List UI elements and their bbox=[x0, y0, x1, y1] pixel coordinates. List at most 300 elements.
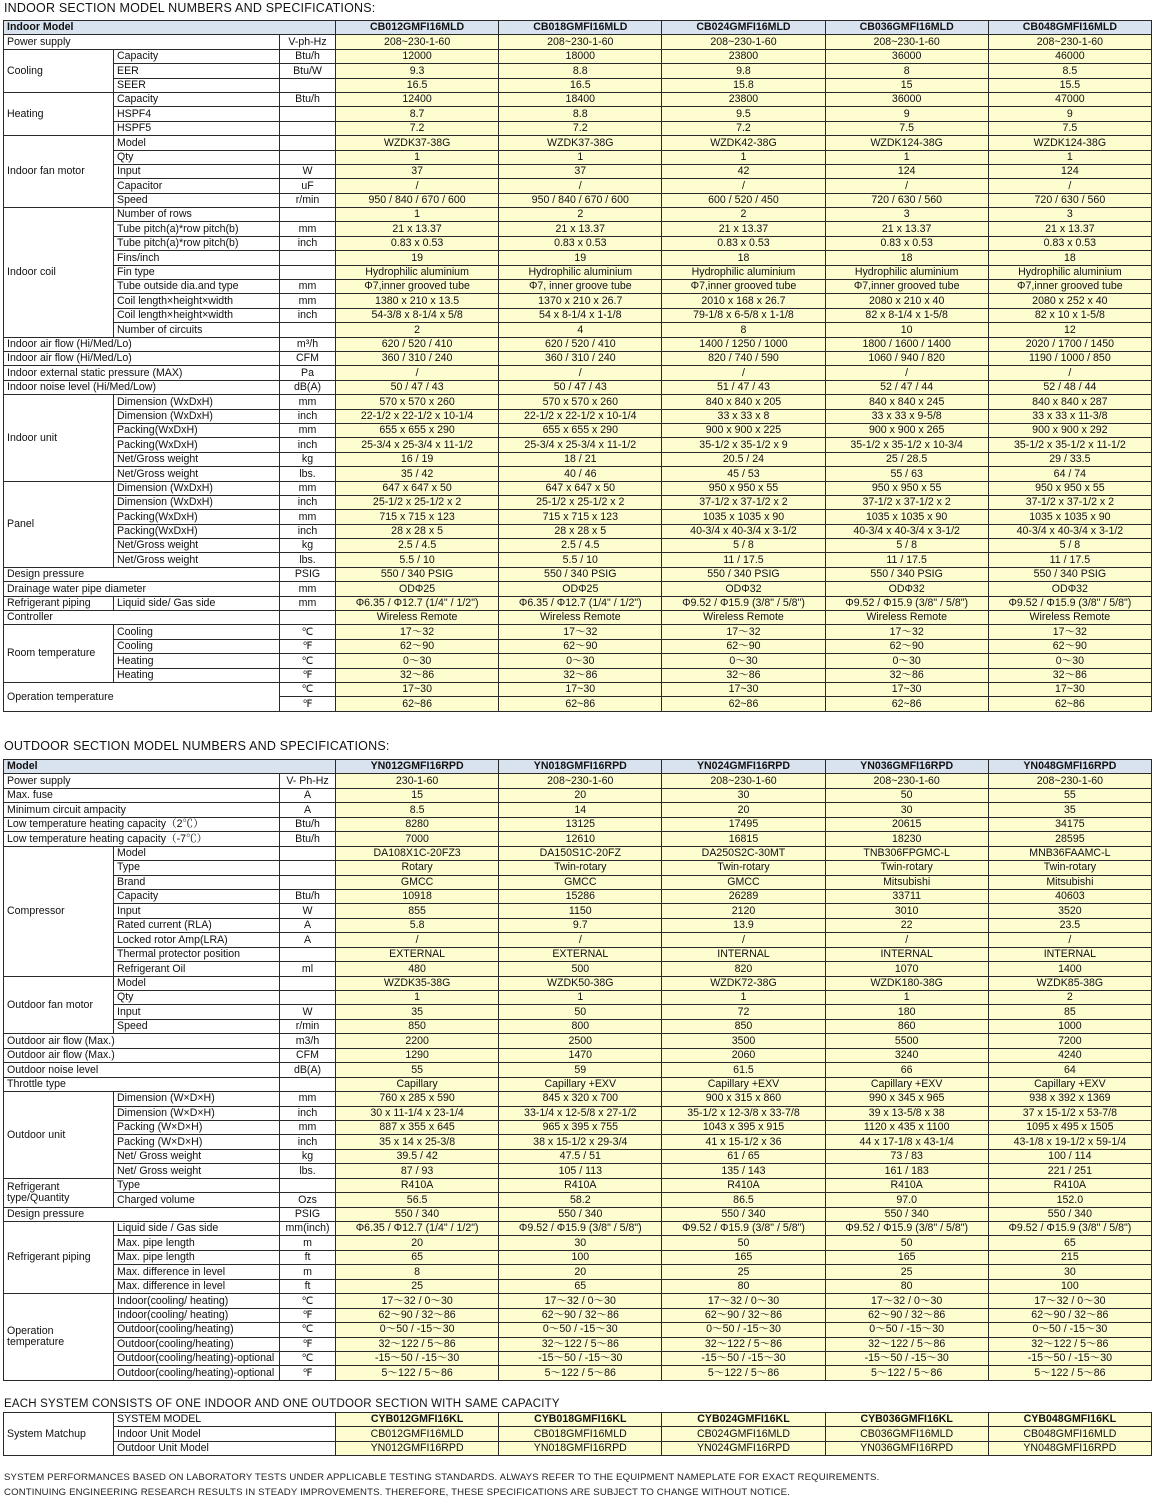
value-cell: 35-1/2 x 35-1/2 x 11-1/2 bbox=[988, 438, 1151, 452]
value-cell: 3 bbox=[988, 208, 1151, 222]
value-cell: 900 x 900 x 225 bbox=[662, 423, 825, 437]
row-unit bbox=[280, 265, 336, 279]
value-cell: 2.5 / 4.5 bbox=[499, 539, 662, 553]
value-cell: 720 / 630 / 560 bbox=[988, 193, 1151, 207]
value-cell: 2200 bbox=[336, 1034, 499, 1048]
value-cell: ODΦ25 bbox=[336, 582, 499, 596]
value-cell: WZDK72-38G bbox=[662, 976, 825, 990]
row-unit: ft bbox=[280, 1250, 336, 1264]
row-unit: W bbox=[280, 164, 336, 178]
row-unit: inch bbox=[280, 438, 336, 452]
value-cell: 44 x 17-1/8 x 43-1/4 bbox=[825, 1135, 988, 1149]
row-unit: ft bbox=[280, 1279, 336, 1293]
spec-row bbox=[4, 323, 1152, 337]
group-label: Compressor bbox=[4, 846, 114, 976]
value-cell: 55 / 63 bbox=[825, 467, 988, 481]
spec-row bbox=[4, 682, 1152, 696]
value-cell: 28595 bbox=[988, 832, 1151, 846]
value-cell: 23800 bbox=[662, 49, 825, 63]
value-cell: Capillary +EXV bbox=[988, 1077, 1151, 1091]
value-cell: 7.5 bbox=[825, 121, 988, 135]
row-label: Packing (W×D×H) bbox=[114, 1135, 280, 1149]
value-cell: 18400 bbox=[499, 92, 662, 106]
model-header-1: YN012GMFI16RPD bbox=[336, 760, 499, 774]
value-cell: 550 / 340 bbox=[499, 1207, 662, 1221]
row-unit: CFM bbox=[280, 1048, 336, 1062]
row-label: Fins/inch bbox=[114, 251, 280, 265]
value-cell: 43-1/8 x 19-1/2 x 59-1/4 bbox=[988, 1135, 1151, 1149]
row-unit: Btu/h bbox=[280, 889, 336, 903]
value-cell: 7.2 bbox=[336, 121, 499, 135]
row-label: Low temperature heating capacity（-7℃） bbox=[4, 832, 280, 846]
value-cell: 208~230-1-60 bbox=[499, 35, 662, 49]
value-cell: 79-1/8 x 6-5/8 x 1-1/8 bbox=[662, 308, 825, 322]
value-cell: Φ7,inner grooved tube bbox=[988, 280, 1151, 294]
value-cell: Capillary +EXV bbox=[662, 1077, 825, 1091]
value-cell: 23.5 bbox=[988, 918, 1151, 932]
value-cell: 17～32 bbox=[988, 625, 1151, 639]
value-cell: 1800 / 1600 / 1400 bbox=[825, 337, 988, 351]
value-cell: 25 bbox=[825, 1265, 988, 1279]
row-label: Low temperature heating capacity（2℃） bbox=[4, 817, 280, 831]
row-label: Number of circuits bbox=[114, 323, 280, 337]
spec-row bbox=[4, 510, 1152, 524]
row-label: Dimension (W×D×H) bbox=[114, 1106, 280, 1120]
value-cell: Wireless Remote bbox=[499, 611, 662, 625]
value-cell: 1470 bbox=[499, 1048, 662, 1062]
value-cell: Φ7, inner groove tube bbox=[499, 280, 662, 294]
spec-row bbox=[4, 452, 1152, 466]
spec-row bbox=[4, 49, 1152, 63]
row-unit: Btu/W bbox=[280, 64, 336, 78]
row-unit: mm bbox=[280, 1092, 336, 1106]
spec-row bbox=[4, 1366, 1152, 1380]
value-cell: 15 bbox=[336, 788, 499, 802]
spec-row bbox=[4, 294, 1152, 308]
value-cell: 32～86 bbox=[662, 668, 825, 682]
row-label: HSPF4 bbox=[114, 107, 280, 121]
spec-row bbox=[4, 774, 1152, 788]
row-unit: PSIG bbox=[280, 567, 336, 581]
value-cell: 14 bbox=[499, 803, 662, 817]
row-label: Net/Gross weight bbox=[114, 539, 280, 553]
row-label: Capacity bbox=[114, 92, 280, 106]
row-unit bbox=[280, 323, 336, 337]
row-unit: ℉ bbox=[280, 668, 336, 682]
value-cell: 39.5 / 42 bbox=[336, 1149, 499, 1163]
value-cell: 40-3/4 x 40-3/4 x 3-1/2 bbox=[825, 524, 988, 538]
row-unit: lbs. bbox=[280, 467, 336, 481]
row-label: Qty bbox=[114, 991, 280, 1005]
row-unit: ℉ bbox=[280, 1337, 336, 1351]
value-cell: Wireless Remote bbox=[662, 611, 825, 625]
row-label: Number of rows bbox=[114, 208, 280, 222]
row-unit: mm bbox=[280, 280, 336, 294]
value-cell: 47.5 / 51 bbox=[499, 1149, 662, 1163]
row-label: Net/Gross weight bbox=[114, 553, 280, 567]
value-cell: 18 bbox=[825, 251, 988, 265]
value-cell: 0.83 x 0.53 bbox=[336, 236, 499, 250]
row-label: Tube outside dia.and type bbox=[114, 280, 280, 294]
spec-row bbox=[4, 64, 1152, 78]
value-cell: 208~230-1-60 bbox=[825, 35, 988, 49]
spec-row bbox=[4, 222, 1152, 236]
row-label: Net/ Gross weight bbox=[114, 1164, 280, 1178]
value-cell: 82 x 8-1/4 x 1-5/8 bbox=[825, 308, 988, 322]
value-cell: 38 x 15-1/2 x 29-3/4 bbox=[499, 1135, 662, 1149]
value-cell: 20 bbox=[499, 788, 662, 802]
row-unit: mm bbox=[280, 582, 336, 596]
value-cell: 550 / 340 bbox=[988, 1207, 1151, 1221]
model-header-4: YN036GMFI16RPD bbox=[825, 760, 988, 774]
value-cell: 938 x 392 x 1369 bbox=[988, 1092, 1151, 1106]
value-cell: 1060 / 940 / 820 bbox=[825, 351, 988, 365]
value-cell: 33 x 33 x 9-5/8 bbox=[825, 409, 988, 423]
row-unit: m3/h bbox=[280, 1034, 336, 1048]
value-cell: 7.5 bbox=[988, 121, 1151, 135]
value-cell: 72 bbox=[662, 1005, 825, 1019]
row-label: SEER bbox=[114, 78, 280, 92]
value-cell: 990 x 345 x 965 bbox=[825, 1092, 988, 1106]
value-cell: Mitsubishi bbox=[988, 875, 1151, 889]
value-cell: 11 / 17.5 bbox=[662, 553, 825, 567]
row-label: Packing(WxDxH) bbox=[114, 438, 280, 452]
value-cell: 35 / 42 bbox=[336, 467, 499, 481]
spec-row bbox=[4, 861, 1152, 875]
row-label: Capacity bbox=[114, 889, 280, 903]
value-cell: 620 / 520 / 410 bbox=[336, 337, 499, 351]
value-cell: 35-1/2 x 35-1/2 x 10-3/4 bbox=[825, 438, 988, 452]
value-cell: 5～122 / 5～86 bbox=[499, 1366, 662, 1380]
value-cell: 900 x 315 x 860 bbox=[662, 1092, 825, 1106]
spec-row bbox=[4, 788, 1152, 802]
row-label: SYSTEM MODEL bbox=[114, 1413, 336, 1427]
value-cell: 840 x 840 x 205 bbox=[662, 395, 825, 409]
value-cell: 25 bbox=[662, 1265, 825, 1279]
value-cell: 80 bbox=[825, 1279, 988, 1293]
group-label: Operation temperature bbox=[4, 1294, 114, 1381]
value-cell: 1035 x 1035 x 90 bbox=[662, 510, 825, 524]
value-cell: R410A bbox=[499, 1178, 662, 1192]
value-cell: Hydrophilic aluminium bbox=[336, 265, 499, 279]
spec-row bbox=[4, 236, 1152, 250]
row-label: Fin type bbox=[114, 265, 280, 279]
value-cell: 17～32 / 0～30 bbox=[662, 1294, 825, 1308]
row-unit: uF bbox=[280, 179, 336, 193]
value-cell: 1 bbox=[336, 991, 499, 1005]
row-unit: inch bbox=[280, 409, 336, 423]
value-cell: 17～32 / 0～30 bbox=[499, 1294, 662, 1308]
value-cell: 22-1/2 x 22-1/2 x 10-1/4 bbox=[336, 409, 499, 423]
row-unit: dB(A) bbox=[280, 1063, 336, 1077]
group-label: Operation temperature bbox=[4, 682, 280, 711]
spec-row bbox=[4, 582, 1152, 596]
row-unit bbox=[280, 976, 336, 990]
value-cell: 30 bbox=[825, 803, 988, 817]
spec-row bbox=[4, 380, 1152, 394]
spec-row bbox=[4, 1149, 1152, 1163]
value-cell: 20.5 / 24 bbox=[662, 452, 825, 466]
value-cell: WZDK37-38G bbox=[336, 136, 499, 150]
value-cell: 5～122 / 5～86 bbox=[825, 1366, 988, 1380]
spec-row bbox=[4, 904, 1152, 918]
value-cell: 54-3/8 x 8-1/4 x 5/8 bbox=[336, 308, 499, 322]
value-cell: 124 bbox=[988, 164, 1151, 178]
value-cell: 25-1/2 x 25-1/2 x 2 bbox=[499, 495, 662, 509]
row-label: Dimension (WxDxH) bbox=[114, 495, 280, 509]
spec-row bbox=[4, 639, 1152, 653]
row-label: Input bbox=[114, 904, 280, 918]
spec-row bbox=[4, 251, 1152, 265]
row-unit: W bbox=[280, 1005, 336, 1019]
value-cell: 28 x 28 x 5 bbox=[499, 524, 662, 538]
value-cell: 2500 bbox=[499, 1034, 662, 1048]
value-cell: Φ9.52 / Φ15.9 (3/8" / 5/8") bbox=[825, 596, 988, 610]
value-cell: 1150 bbox=[499, 904, 662, 918]
row-label: Indoor air flow (Hi/Med/Lo) bbox=[4, 337, 280, 351]
value-cell: 30 x 11-1/4 x 23-1/4 bbox=[336, 1106, 499, 1120]
value-cell: 19 bbox=[499, 251, 662, 265]
footnote-2: CONTINUING ENGINEERING RESEARCH RESULTS IN STEADY IMPROVEMENTS. THEREFORE, THESE SPECIFICATIONS ARE SUBJECT TO CHANGE WITHOUT NOTICE. bbox=[4, 1487, 790, 1498]
value-cell: 1120 x 435 x 1100 bbox=[825, 1120, 988, 1134]
value-cell: 62～90 / 32～86 bbox=[499, 1308, 662, 1322]
value-cell: 7200 bbox=[988, 1034, 1151, 1048]
value-cell: CYB024GMFI16KL bbox=[662, 1413, 825, 1427]
value-cell: 550 / 340 PSIG bbox=[988, 567, 1151, 581]
value-cell: 10918 bbox=[336, 889, 499, 903]
value-cell: 7000 bbox=[336, 832, 499, 846]
system-row bbox=[4, 1441, 1152, 1455]
value-cell: 820 / 740 / 590 bbox=[662, 351, 825, 365]
value-cell: 17~30 bbox=[825, 682, 988, 696]
value-cell: TNB306FPGMC-L bbox=[825, 846, 988, 860]
value-cell: ODΦ32 bbox=[988, 582, 1151, 596]
value-cell: 58.2 bbox=[499, 1193, 662, 1207]
value-cell: WZDK42-38G bbox=[662, 136, 825, 150]
value-cell: 2080 x 210 x 40 bbox=[825, 294, 988, 308]
value-cell: 22-1/2 x 22-1/2 x 10-1/4 bbox=[499, 409, 662, 423]
value-cell: 0～30 bbox=[825, 654, 988, 668]
value-cell: Φ9.52 / Φ15.9 (3/8" / 5/8") bbox=[662, 1222, 825, 1236]
value-cell: 28 x 28 x 5 bbox=[336, 524, 499, 538]
value-cell: 715 x 715 x 123 bbox=[336, 510, 499, 524]
value-cell: CB018GMFI16MLD bbox=[499, 1427, 662, 1441]
group-label: Refrigerant type/Quantity bbox=[4, 1178, 114, 1207]
value-cell: ODΦ32 bbox=[825, 582, 988, 596]
value-cell: / bbox=[825, 366, 988, 380]
value-cell: / bbox=[825, 179, 988, 193]
spec-row bbox=[4, 524, 1152, 538]
value-cell: DA150S1C-20FZ bbox=[499, 846, 662, 860]
value-cell: WZDK37-38G bbox=[499, 136, 662, 150]
row-label: Coil length×height×width bbox=[114, 308, 280, 322]
model-header-3: YN024GMFI16RPD bbox=[662, 760, 825, 774]
value-cell: 23800 bbox=[662, 92, 825, 106]
value-cell: 25 / 28.5 bbox=[825, 452, 988, 466]
spec-row bbox=[4, 1063, 1152, 1077]
system-row bbox=[4, 1427, 1152, 1441]
value-cell: 3010 bbox=[825, 904, 988, 918]
value-cell: 21 x 13.37 bbox=[988, 222, 1151, 236]
value-cell: 37-1/2 x 37-1/2 x 2 bbox=[825, 495, 988, 509]
row-label: Packing(WxDxH) bbox=[114, 524, 280, 538]
header-row bbox=[4, 21, 1152, 35]
value-cell: 5.5 / 10 bbox=[499, 553, 662, 567]
row-unit: A bbox=[280, 933, 336, 947]
value-cell: 950 x 950 x 55 bbox=[825, 481, 988, 495]
value-cell: 66 bbox=[825, 1063, 988, 1077]
row-unit: r/min bbox=[280, 1019, 336, 1033]
value-cell: 5～122 / 5～86 bbox=[336, 1366, 499, 1380]
row-label: Outdoor(cooling/heating) bbox=[114, 1337, 280, 1351]
value-cell: 950 x 950 x 55 bbox=[988, 481, 1151, 495]
value-cell: 820 bbox=[662, 962, 825, 976]
value-cell: 840 x 840 x 245 bbox=[825, 395, 988, 409]
value-cell: 85 bbox=[988, 1005, 1151, 1019]
row-unit: inch bbox=[280, 236, 336, 250]
value-cell: 21 x 13.37 bbox=[499, 222, 662, 236]
spec-row bbox=[4, 150, 1152, 164]
value-cell: WZDK180-38G bbox=[825, 976, 988, 990]
value-cell: 45 / 53 bbox=[662, 467, 825, 481]
value-cell: 10 bbox=[825, 323, 988, 337]
group-label: Refrigerant piping bbox=[4, 596, 114, 610]
row-unit bbox=[280, 150, 336, 164]
row-unit: mm bbox=[280, 222, 336, 236]
spec-row bbox=[4, 668, 1152, 682]
spec-row bbox=[4, 625, 1152, 639]
value-cell: 37 bbox=[499, 164, 662, 178]
spec-row bbox=[4, 567, 1152, 581]
value-cell: 0～50 / -15～30 bbox=[662, 1323, 825, 1337]
value-cell: EXTERNAL bbox=[499, 947, 662, 961]
row-unit bbox=[280, 861, 336, 875]
spec-row bbox=[4, 1207, 1152, 1221]
row-unit: inch bbox=[280, 1106, 336, 1120]
spec-row bbox=[4, 136, 1152, 150]
value-cell: 8.5 bbox=[336, 803, 499, 817]
spec-row bbox=[4, 495, 1152, 509]
value-cell: 9.8 bbox=[662, 64, 825, 78]
spec-row bbox=[4, 208, 1152, 222]
value-cell: 33711 bbox=[825, 889, 988, 903]
value-cell: / bbox=[336, 366, 499, 380]
value-cell: 1 bbox=[662, 150, 825, 164]
value-cell: / bbox=[499, 179, 662, 193]
value-cell: 0～50 / -15～30 bbox=[825, 1323, 988, 1337]
value-cell: 1043 x 395 x 915 bbox=[662, 1120, 825, 1134]
value-cell: 1 bbox=[988, 150, 1151, 164]
row-label: Power supply bbox=[4, 35, 280, 49]
row-unit: ℃ bbox=[280, 654, 336, 668]
row-label: Brand bbox=[114, 875, 280, 889]
value-cell: YN048GMFI16RPD bbox=[988, 1441, 1151, 1455]
value-cell: R410A bbox=[662, 1178, 825, 1192]
value-cell: 17～32 / 0～30 bbox=[988, 1294, 1151, 1308]
row-label: Controller bbox=[4, 611, 280, 625]
row-label: Input bbox=[114, 1005, 280, 1019]
row-unit: A bbox=[280, 918, 336, 932]
value-cell: 4 bbox=[499, 323, 662, 337]
spec-row bbox=[4, 179, 1152, 193]
spec-row bbox=[4, 1265, 1152, 1279]
value-cell: 1370 x 210 x 26.7 bbox=[499, 294, 662, 308]
spec-row bbox=[4, 1351, 1152, 1365]
value-cell: INTERNAL bbox=[988, 947, 1151, 961]
value-cell: 1 bbox=[336, 208, 499, 222]
value-cell: 35 bbox=[988, 803, 1151, 817]
value-cell: 32～122 / 5～86 bbox=[499, 1337, 662, 1351]
value-cell: 2 bbox=[988, 991, 1151, 1005]
spec-row bbox=[4, 654, 1152, 668]
row-unit: V- Ph-Hz bbox=[280, 774, 336, 788]
row-label: Liquid side / Gas side bbox=[114, 1222, 280, 1236]
value-cell: 647 x 647 x 50 bbox=[499, 481, 662, 495]
value-cell: 1 bbox=[336, 150, 499, 164]
row-label: Drainage water pipe diameter bbox=[4, 582, 280, 596]
value-cell: 0～30 bbox=[988, 654, 1151, 668]
value-cell: Φ7,inner grooved tube bbox=[825, 280, 988, 294]
value-cell: / bbox=[662, 366, 825, 380]
value-cell: 0～50 / -15～30 bbox=[988, 1323, 1151, 1337]
value-cell: YN036GMFI16RPD bbox=[825, 1441, 988, 1455]
value-cell: WZDK85-38G bbox=[988, 976, 1151, 990]
value-cell: WZDK124-38G bbox=[988, 136, 1151, 150]
value-cell: 15.8 bbox=[662, 78, 825, 92]
value-cell: CYB048GMFI16KL bbox=[988, 1413, 1151, 1427]
value-cell: 82 x 10 x 1-5/8 bbox=[988, 308, 1151, 322]
value-cell: 1190 / 1000 / 850 bbox=[988, 351, 1151, 365]
value-cell: 25 bbox=[336, 1279, 499, 1293]
row-unit: lbs. bbox=[280, 553, 336, 567]
row-unit: V-ph-Hz bbox=[280, 35, 336, 49]
value-cell: 17～32 / 0～30 bbox=[825, 1294, 988, 1308]
value-cell: 950 / 840 / 670 / 600 bbox=[336, 193, 499, 207]
value-cell: Φ9.52 / Φ15.9 (3/8" / 5/8") bbox=[988, 596, 1151, 610]
value-cell: 1380 x 210 x 13.5 bbox=[336, 294, 499, 308]
model-header-2: YN018GMFI16RPD bbox=[499, 760, 662, 774]
value-cell: 230-1-60 bbox=[336, 774, 499, 788]
header-label: Indoor Model bbox=[4, 21, 336, 35]
row-label: EER bbox=[114, 64, 280, 78]
row-unit: dB(A) bbox=[280, 380, 336, 394]
value-cell: 65 bbox=[499, 1279, 662, 1293]
value-cell: 647 x 647 x 50 bbox=[336, 481, 499, 495]
value-cell: 8 bbox=[825, 64, 988, 78]
row-label: Input bbox=[114, 164, 280, 178]
value-cell: 0.83 x 0.53 bbox=[988, 236, 1151, 250]
spec-row bbox=[4, 1222, 1152, 1236]
value-cell: 17～32 bbox=[499, 625, 662, 639]
spec-row bbox=[4, 78, 1152, 92]
value-cell: 208~230-1-60 bbox=[662, 774, 825, 788]
row-unit: kg bbox=[280, 539, 336, 553]
value-cell: 0.83 x 0.53 bbox=[825, 236, 988, 250]
value-cell: 61.5 bbox=[662, 1063, 825, 1077]
value-cell: 100 bbox=[988, 1279, 1151, 1293]
value-cell: 8.8 bbox=[499, 64, 662, 78]
value-cell: Φ7,inner grooved tube bbox=[662, 280, 825, 294]
row-label: Model bbox=[114, 976, 280, 990]
value-cell: 33-1/4 x 12-5/8 x 27-1/2 bbox=[499, 1106, 662, 1120]
value-cell: 18000 bbox=[499, 49, 662, 63]
row-unit: Btu/h bbox=[280, 832, 336, 846]
value-cell: Capillary +EXV bbox=[825, 1077, 988, 1091]
value-cell: -15～50 / -15～30 bbox=[499, 1351, 662, 1365]
value-cell: CB036GMFI16MLD bbox=[825, 1427, 988, 1441]
spec-row bbox=[4, 846, 1152, 860]
value-cell: 37 x 15-1/2 x 53-7/8 bbox=[988, 1106, 1151, 1120]
